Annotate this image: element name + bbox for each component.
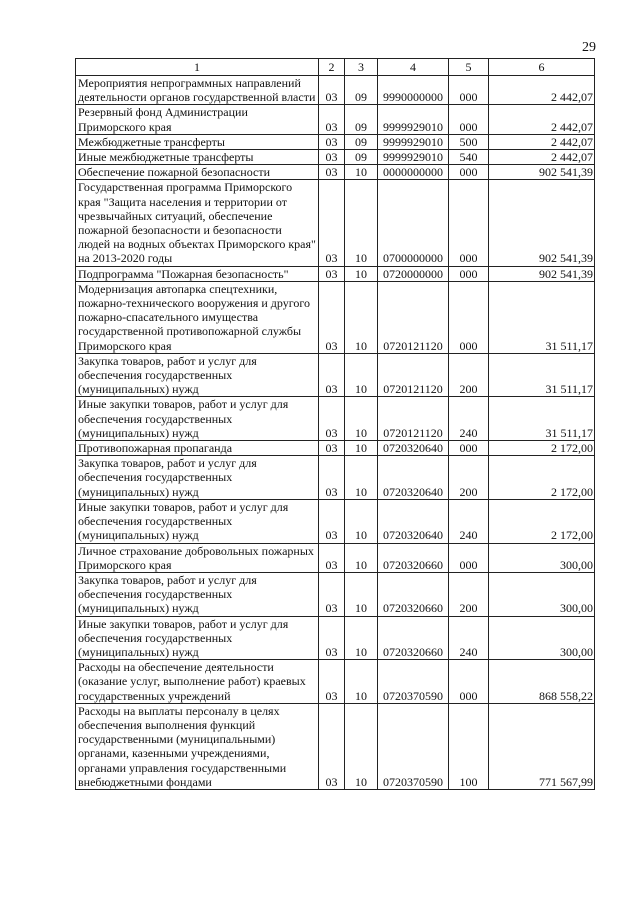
row-amount: 2 442,07	[489, 105, 595, 134]
row-amount: 868 558,22	[489, 660, 595, 704]
row-name: Закупка товаров, работ и услуг для обеспечения государственных (муниципальных) нужд	[76, 353, 319, 397]
row-name: Резервный фонд Администрации Приморского края	[76, 105, 319, 134]
row-name: Закупка товаров, работ и услуг для обеспечения государственных (муниципальных) нужд	[76, 456, 319, 500]
row-expense-type: 200	[449, 353, 489, 397]
table-row	[76, 165, 595, 180]
row-subsection: 10	[345, 180, 378, 266]
column-header-3: 3	[345, 59, 378, 76]
row-section: 03	[319, 266, 345, 281]
row-name: Обеспечение пожарной безопасности	[76, 165, 319, 180]
row-expense-type: 000	[449, 180, 489, 266]
row-target-code: 0720370590	[378, 660, 449, 704]
row-name: Иные закупки товаров, работ и услуг для обеспечения государственных (муниципальных) нужд	[76, 616, 319, 660]
row-name: Государственная программа Приморского края "Защита населения и территории от чрезвычайных ситуаций, обеспечение пожарной безопасности и безопасности людей на водных объектах Приморского края" на 2013-2020 годы	[76, 180, 319, 266]
column-header-1: 1	[76, 59, 319, 76]
table-row	[76, 397, 595, 441]
row-amount: 2 172,00	[489, 499, 595, 543]
column-header-6: 6	[489, 59, 595, 76]
row-subsection: 09	[345, 134, 378, 149]
row-expense-type: 000	[449, 441, 489, 456]
row-section: 03	[319, 616, 345, 660]
row-section: 03	[319, 105, 345, 134]
table-row	[76, 441, 595, 456]
header-row	[76, 59, 595, 76]
row-expense-type: 000	[449, 165, 489, 180]
row-expense-type: 000	[449, 281, 489, 353]
row-section: 03	[319, 134, 345, 149]
row-amount: 902 541,39	[489, 180, 595, 266]
table-row	[76, 660, 595, 704]
table-body	[76, 76, 595, 790]
row-amount: 31 511,17	[489, 397, 595, 441]
row-subsection: 10	[345, 616, 378, 660]
row-target-code: 0720320660	[378, 543, 449, 572]
row-name: Межбюджетные трансферты	[76, 134, 319, 149]
row-section: 03	[319, 76, 345, 105]
row-name: Иные закупки товаров, работ и услуг для обеспечения государственных (муниципальных) нужд	[76, 499, 319, 543]
row-target-code: 0720320660	[378, 572, 449, 616]
row-target-code: 0720320660	[378, 616, 449, 660]
row-target-code: 0700000000	[378, 180, 449, 266]
row-section: 03	[319, 441, 345, 456]
table-row	[76, 134, 595, 149]
row-section: 03	[319, 281, 345, 353]
row-amount: 300,00	[489, 572, 595, 616]
row-subsection: 10	[345, 703, 378, 789]
row-expense-type: 100	[449, 703, 489, 789]
row-subsection: 09	[345, 105, 378, 134]
row-section: 03	[319, 703, 345, 789]
table-row	[76, 703, 595, 789]
table-row	[76, 281, 595, 353]
row-target-code: 9999929010	[378, 134, 449, 149]
table-row	[76, 150, 595, 165]
row-subsection: 10	[345, 543, 378, 572]
table-row	[76, 572, 595, 616]
row-section: 03	[319, 180, 345, 266]
row-name: Иные межбюджетные трансферты	[76, 150, 319, 165]
row-expense-type: 500	[449, 134, 489, 149]
row-section: 03	[319, 660, 345, 704]
row-name: Закупка товаров, работ и услуг для обеспечения государственных (муниципальных) нужд	[76, 572, 319, 616]
table-row	[76, 180, 595, 266]
row-subsection: 10	[345, 499, 378, 543]
row-target-code: 0720370590	[378, 703, 449, 789]
table-row	[76, 353, 595, 397]
row-section: 03	[319, 456, 345, 500]
row-amount: 902 541,39	[489, 165, 595, 180]
row-expense-type: 000	[449, 660, 489, 704]
row-name: Модернизация автопарка спецтехники, пожарно-технического вооружения и другого пожарно-спасательного имущества государственной противопожарной службы Приморского края	[76, 281, 319, 353]
row-amount: 2 442,07	[489, 150, 595, 165]
table-row	[76, 105, 595, 134]
row-expense-type: 000	[449, 105, 489, 134]
column-header-4: 4	[378, 59, 449, 76]
row-amount: 31 511,17	[489, 353, 595, 397]
row-target-code: 9999929010	[378, 150, 449, 165]
row-section: 03	[319, 353, 345, 397]
row-target-code: 0000000000	[378, 165, 449, 180]
row-target-code: 0720320640	[378, 441, 449, 456]
row-amount: 2 442,07	[489, 76, 595, 105]
table-row	[76, 499, 595, 543]
row-target-code: 0720121120	[378, 353, 449, 397]
page-number: 29	[582, 40, 596, 55]
row-amount: 771 567,99	[489, 703, 595, 789]
table-row	[76, 76, 595, 105]
row-name: Расходы на выплаты персоналу в целях обеспечения выполнения функций государственными (муниципальными) органами, казенными учреждениями, органами управления государственными внебюджетными фондами	[76, 703, 319, 789]
row-target-code: 0720320640	[378, 499, 449, 543]
row-amount: 31 511,17	[489, 281, 595, 353]
row-name: Личное страхование добровольных пожарных Приморского края	[76, 543, 319, 572]
row-target-code: 0720121120	[378, 397, 449, 441]
row-expense-type: 000	[449, 543, 489, 572]
row-name: Иные закупки товаров, работ и услуг для обеспечения государственных (муниципальных) нужд	[76, 397, 319, 441]
row-target-code: 0720320640	[378, 456, 449, 500]
row-target-code: 9990000000	[378, 76, 449, 105]
row-name: Расходы на обеспечение деятельности (оказание услуг, выполнение работ) краевых государственных учреждений	[76, 660, 319, 704]
row-target-code: 9999929010	[378, 105, 449, 134]
row-section: 03	[319, 397, 345, 441]
row-name: Мероприятия непрограммных направлений деятельности органов государственной власти	[76, 76, 319, 105]
row-section: 03	[319, 499, 345, 543]
row-section: 03	[319, 543, 345, 572]
row-subsection: 10	[345, 660, 378, 704]
row-section: 03	[319, 572, 345, 616]
row-subsection: 09	[345, 150, 378, 165]
row-subsection: 10	[345, 456, 378, 500]
row-target-code: 0720000000	[378, 266, 449, 281]
row-expense-type: 240	[449, 397, 489, 441]
row-expense-type: 240	[449, 499, 489, 543]
row-expense-type: 000	[449, 76, 489, 105]
table-row	[76, 616, 595, 660]
row-expense-type: 000	[449, 266, 489, 281]
row-amount: 902 541,39	[489, 266, 595, 281]
row-subsection: 10	[345, 441, 378, 456]
row-expense-type: 240	[449, 616, 489, 660]
row-section: 03	[319, 150, 345, 165]
column-header-5: 5	[449, 59, 489, 76]
row-amount: 2 172,00	[489, 456, 595, 500]
row-subsection: 10	[345, 281, 378, 353]
row-subsection: 10	[345, 353, 378, 397]
row-target-code: 0720121120	[378, 281, 449, 353]
row-subsection: 10	[345, 397, 378, 441]
budget-table	[75, 58, 595, 790]
row-expense-type: 200	[449, 572, 489, 616]
row-name: Противопожарная пропаганда	[76, 441, 319, 456]
row-subsection: 09	[345, 76, 378, 105]
table-row	[76, 456, 595, 500]
column-header-2: 2	[319, 59, 345, 76]
row-subsection: 10	[345, 266, 378, 281]
table-row	[76, 266, 595, 281]
table-row	[76, 543, 595, 572]
row-amount: 300,00	[489, 616, 595, 660]
row-name: Подпрограмма "Пожарная безопасность"	[76, 266, 319, 281]
row-section: 03	[319, 165, 345, 180]
row-subsection: 10	[345, 572, 378, 616]
row-expense-type: 540	[449, 150, 489, 165]
row-amount: 2 172,00	[489, 441, 595, 456]
row-amount: 300,00	[489, 543, 595, 572]
row-expense-type: 200	[449, 456, 489, 500]
row-amount: 2 442,07	[489, 134, 595, 149]
row-subsection: 10	[345, 165, 378, 180]
